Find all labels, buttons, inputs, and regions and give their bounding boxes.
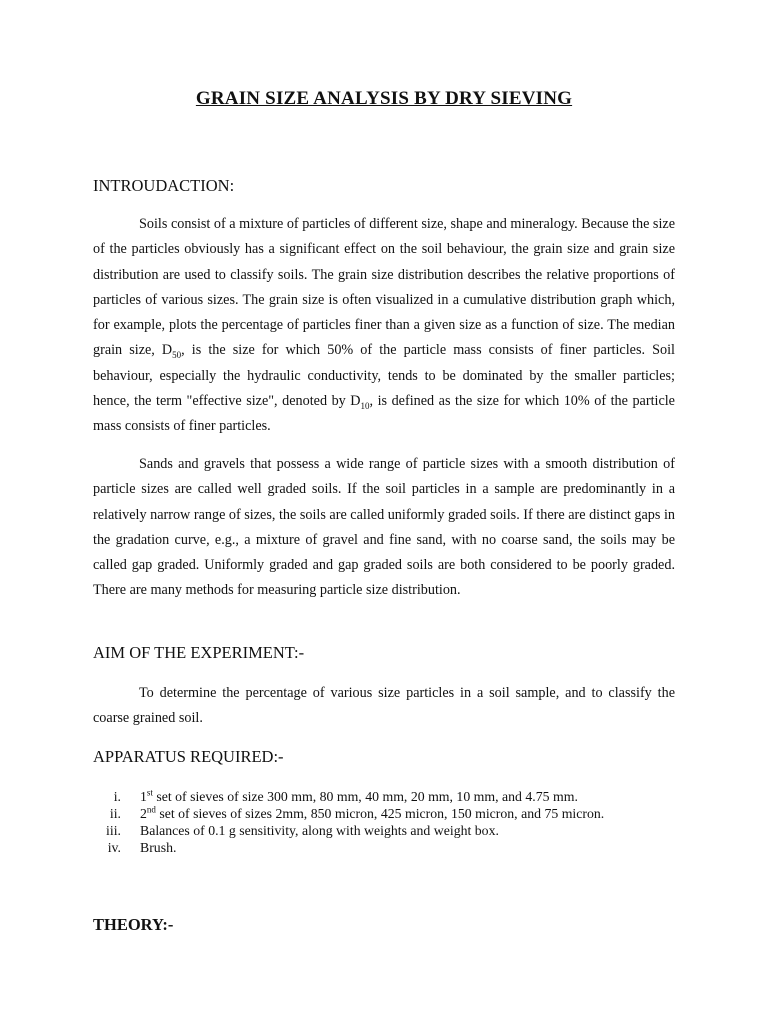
- aim-paragraph: To determine the percentage of various size particles in a soil sample, and to classify the coarse grained soil.: [93, 685, 675, 727]
- introduction-heading: INTROUDACTION:: [93, 176, 235, 195]
- aim-heading: AIM OF THE EXPERIMENT:-: [93, 643, 305, 662]
- apparatus-list: [93, 788, 693, 856]
- introduction-paragraph-1: Soils consist of a mixture of particles of different size, shape and mineralogy. Because the size of the particles obviously has a significant effect on the soil behaviour, the grain size and grain size distribution are used to classify soils. The grain size distribution describes the relative proportions of particles of various sizes. The grain size is often visualized in a cumulative distribution graph which, for example, plots the percentage of particles finer than a given size as a function of size. The median grain size, $D_{50}$, is the size for which 50% of the particle mass consists of finer particles. Soil behaviour, especially the hydraulic conductivity, tends to be dominated by the smaller particles; hence, the term "effective size", denoted by $D_{10}$, is defined as the size for which 10% of the particle mass consists of finer particles.: [93, 216, 675, 435]
- introduction-paragraph-2: Sands and gravels that possess a wide range of particle sizes with a smooth distribution of particle sizes are called well graded soils. If the soil particles in a sample are predominantly in a relatively narrow range of sizes, the soils are called uniformly graded soils. If there are distinct gaps in the gradation curve, e.g., a mixture of gravel and fine sand, with no coarse sand, the soils may be called gap graded. Uniformly graded and gap graded soils are both considered to be poorly graded. There are many methods for measuring particle size distribution.: [93, 456, 675, 599]
- list-item: iii. Balances of 0.1 g sensitivity, along with weights and weight box.: [106, 823, 499, 838]
- theory-heading: THEORY:-: [93, 915, 174, 934]
- list-item: iv. Brush.: [107, 840, 177, 855]
- list-item: ii. 2nd set of sieves of sizes 2mm, 850 micron, 425 micron, 150 micron, and 75 micron.: [109, 804, 605, 821]
- document-title: GRAIN SIZE ANALYSIS BY DRY SIEVING: [195, 88, 573, 109]
- apparatus-heading: APPARATUS REQUIRED:-: [93, 747, 284, 766]
- list-item: i. 1st set of sieves of size 300 mm, 80 mm, 40 mm, 20 mm, 10 mm, and 4.75 mm.: [113, 787, 578, 804]
